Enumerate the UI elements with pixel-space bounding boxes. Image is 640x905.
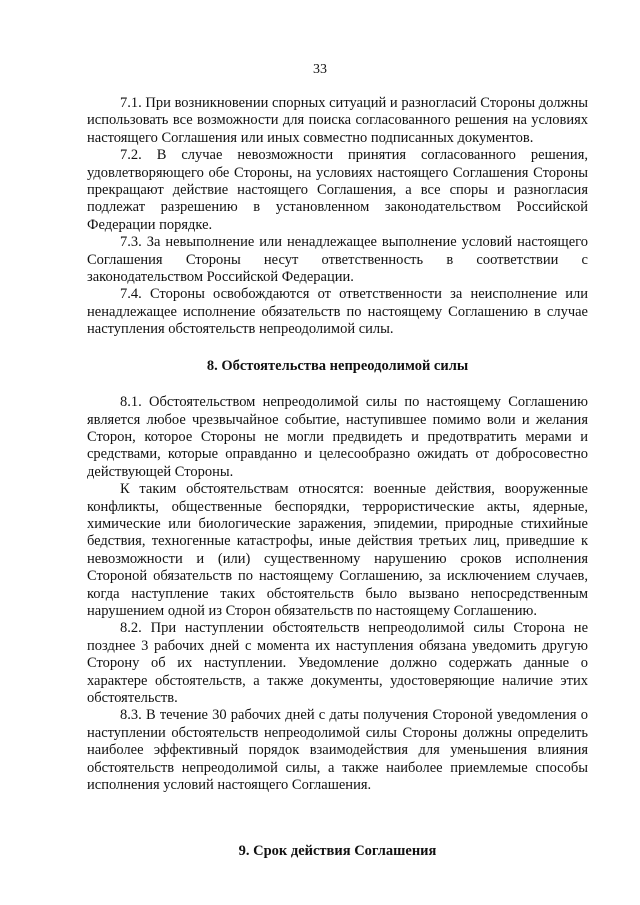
paragraph-7-3: 7.3. За невыполнение или ненадлежащее выполнение условий настоящего Соглашения Стороны несут ответственность в соответствии с законодательством Российской Федерации. bbox=[87, 234, 588, 286]
page-number: 33 bbox=[313, 62, 327, 77]
paragraph-7-1: 7.1. При возникновении спорных ситуаций и разногласий Стороны должны использовать все возможности для поиска согласованного решения на условиях настоящего Соглашения или иных совместно подписанных документов. bbox=[87, 95, 588, 146]
paragraph-8-3: 8.3. В течение 30 рабочих дней с даты получения Стороной уведомления о наступлении обстоятельств непреодолимой силы Стороны должны определить наиболее эффективный порядок взаимодействия для уменьшения влияния обстоятельств непреодолимой силы, а также наиболее приемлемые способы исполнения условий настоящего Соглашения. bbox=[87, 707, 588, 794]
paragraph-8-1: 8.1. Обстоятельством непреодолимой силы по настоящему Соглашению является любое чрезвычайное событие, наступившее помимо воли и желания Сторон, которое Стороны не могли предвидеть и предотвратить мерами и средствами, которые оправданно и целесообразно ожидать от добросовестно действующей Стороны. bbox=[87, 394, 588, 480]
paragraph-7-4: 7.4. Стороны освобождаются от ответственности за неисполнение или ненадлежащее исполнение обязательств по настоящему Соглашению в случае наступления обстоятельств непреодолимой силы. bbox=[87, 286, 588, 338]
paragraph-7-2: 7.2. В случае невозможности принятия согласованного решения, удовлетворяющего обе Стороны, на условиях настоящего Соглашения Стороны прекращают действие настоящего Соглашения, а все споры и разногласия подлежат разрешению в установленном законодательством Российской Федерации порядке. bbox=[87, 147, 588, 233]
document-body bbox=[87, 95, 588, 861]
paragraph-8-2: 8.2. При наступлении обстоятельств непреодолимой силы Сторона не позднее 3 рабочих дней с момента их наступления обязана уведомить другую Сторону об их наступлении. Уведомление должно содержать данные о характере обстоятельств, а также документы, удостоверяющие наличие этих обстоятельств. bbox=[87, 620, 588, 706]
section-8-heading: 8. Обстоятельства непреодолимой силы bbox=[206, 357, 469, 374]
section-9-heading: 9. Срок действия Соглашения bbox=[238, 843, 437, 860]
paragraph-8-1-list: К таким обстоятельствам относятся: военные действия, вооруженные конфликты, общественные беспорядки, террористические акты, ядерные, химические или биологические заражения, эпидемии, природные стихийные бедствия, техногенные катастрофы, иные действия третьих лиц, приведшие к невозможности и (или) существенному нарушению сроков исполнения Стороной обязательств по настоящему Соглашению, за исключением случаев, когда наступление таких обстоятельств было вызвано непосредственным нарушением одной из Сторон обязательств по настоящему Соглашению. bbox=[87, 481, 588, 619]
